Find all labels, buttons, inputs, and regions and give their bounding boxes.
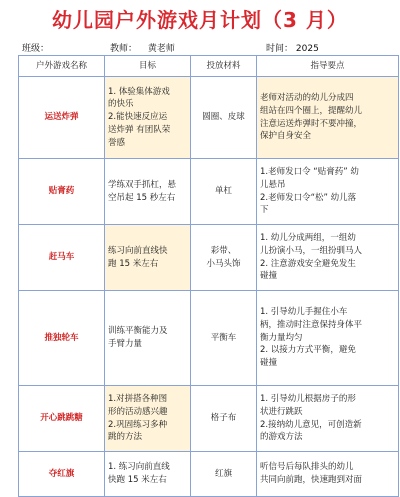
game-name-cell: 赶马车	[19, 225, 105, 291]
text-line: 训练平衡能力及	[108, 326, 168, 337]
text-line: 组站在四个圈上，提醒幼儿	[260, 105, 363, 116]
guidance-cell	[257, 225, 399, 291]
time-label: 时间：	[266, 44, 294, 54]
text-line: 圆圈、皮球	[202, 112, 245, 123]
material-cell	[191, 386, 257, 452]
text-line: 碰撞	[260, 358, 278, 369]
text-line: 注意运送炸弹时不要冲撞，	[260, 118, 363, 129]
header-material: 投放材料	[191, 56, 257, 77]
header-goal: 目标	[105, 56, 191, 77]
game-name-cell: 夺红旗	[19, 452, 105, 497]
text-line: 送炸弹 有团队荣	[108, 124, 171, 135]
material-cell	[191, 291, 257, 386]
guidance-cell	[257, 291, 399, 386]
text-line: 1.老师发口令 “贴膏药” 幼	[260, 166, 359, 177]
text-line: 2.能快速反应运	[108, 112, 168, 123]
goal-cell	[105, 452, 191, 497]
text-line: 1. 引导幼儿根据房子的形	[260, 393, 356, 404]
text-line: 1. 幼儿分成两组，一组幼	[260, 232, 356, 243]
text-line: 保护自身安全	[260, 131, 312, 142]
text-line: 跳的方法	[108, 432, 143, 443]
table-row	[19, 225, 399, 291]
text-line: 形的活动感兴趣	[108, 406, 168, 417]
text-line: 2.接纳幼儿意见，可创造新	[260, 419, 362, 430]
guidance-cell-lines	[260, 461, 395, 487]
goal-cell	[105, 225, 191, 291]
guidance-cell	[257, 159, 399, 225]
text-line: 空吊起 15 秒左右	[108, 192, 176, 203]
material-cell-lines	[194, 185, 253, 198]
material-cell-lines	[194, 332, 253, 345]
table-row	[19, 77, 399, 159]
guidance-cell-lines	[260, 306, 395, 370]
text-line: 听信号后每队排头的幼儿	[260, 462, 354, 473]
text-line: 的快乐	[108, 99, 134, 110]
text-line: 彩带、	[210, 245, 237, 256]
teacher-label: 教师：	[110, 44, 138, 54]
text-line: 红旗	[214, 468, 232, 479]
game-name-cell: 运送炸弹	[19, 77, 105, 159]
text-line: 2. 以接力方式平衡，避免	[260, 345, 356, 356]
header-points: 指导要点	[257, 56, 399, 77]
table-row	[19, 291, 399, 386]
goal-cell	[105, 291, 191, 386]
game-name-cell: 推独轮车	[19, 291, 105, 386]
text-line: 儿悬吊	[260, 179, 286, 190]
text-line: 的游戏方法	[260, 432, 303, 443]
text-line: 共同向前跑，快速跑到对面	[260, 475, 363, 485]
text-line: 跑 15 米左右	[108, 258, 159, 269]
goal-cell-lines	[108, 179, 187, 205]
material-cell	[191, 225, 257, 291]
class-label: 班级：	[22, 44, 50, 54]
text-line: 状进行跳跃	[260, 406, 303, 417]
text-line: 2. 注意游戏安全避免发生	[260, 258, 356, 269]
text-line: 格子布	[210, 413, 237, 424]
material-cell-lines	[194, 412, 253, 425]
plan-table	[18, 55, 399, 497]
text-line: 柄，推动时注意保持身体平	[260, 319, 363, 330]
guidance-cell-lines	[260, 232, 395, 283]
text-line: 儿扮演小马，一组扮驯马人	[260, 245, 363, 256]
goal-cell-lines	[108, 461, 187, 487]
text-line: 衡力量均匀	[260, 332, 303, 343]
page-title: 幼儿园户外游戏月计划（3 月）	[52, 8, 348, 32]
teacher-info	[110, 41, 175, 54]
guidance-cell-lines	[260, 166, 395, 217]
goal-cell-lines	[108, 86, 187, 150]
guidance-cell	[257, 452, 399, 497]
text-line: 2.巩固练习多种	[108, 419, 168, 430]
text-line: 下	[260, 205, 269, 216]
teacher-name: 黄老师	[147, 44, 175, 54]
material-cell-lines	[194, 468, 253, 481]
text-line: 练习向前直线快	[108, 245, 168, 256]
text-line: 1.对拼搭各种图	[108, 393, 168, 404]
game-name-cell: 贴膏药	[19, 159, 105, 225]
game-name-cell: 开心跳跳糖	[19, 386, 105, 452]
text-line: 2.老师发口令“松” 幼儿落	[260, 192, 357, 203]
material-cell	[191, 159, 257, 225]
text-line: 1. 引导幼儿手握住小车	[260, 307, 348, 317]
goal-cell	[105, 386, 191, 452]
text-line: 平衡车	[210, 332, 237, 343]
guidance-cell-lines	[260, 92, 395, 143]
goal-cell	[105, 77, 191, 159]
text-line: 老师对活动的幼儿分成四	[260, 92, 354, 103]
time-info	[266, 41, 319, 54]
material-cell	[191, 77, 257, 159]
text-line: 单杠	[214, 186, 232, 197]
guidance-cell	[257, 386, 399, 452]
material-cell-lines	[194, 111, 253, 124]
text-line: 小马头饰	[206, 258, 241, 269]
goal-cell-lines	[108, 393, 187, 444]
goal-cell-lines	[108, 325, 187, 351]
material-cell	[191, 452, 257, 497]
guidance-cell-lines	[260, 393, 395, 444]
header-game-name: 户外游戏名称	[19, 56, 105, 77]
table-row	[19, 386, 399, 452]
text-line: 誉感	[108, 137, 126, 148]
text-line: 1. 练习向前直线	[108, 462, 170, 473]
table-row	[19, 452, 399, 497]
text-line: 手臂力量	[108, 339, 143, 349]
text-line: 碰撞	[260, 271, 278, 282]
goal-cell	[105, 159, 191, 225]
material-cell-lines	[194, 245, 253, 271]
text-line: 快跑 15 米左右	[108, 475, 167, 485]
time-value: 2025	[295, 44, 319, 54]
table-header-row	[19, 56, 399, 77]
table-row	[19, 159, 399, 225]
text-line: 学练双手抓杠，悬	[108, 179, 177, 190]
goal-cell-lines	[108, 245, 187, 271]
guidance-cell	[257, 77, 399, 159]
text-line: 1. 体验集体游戏	[108, 86, 170, 97]
